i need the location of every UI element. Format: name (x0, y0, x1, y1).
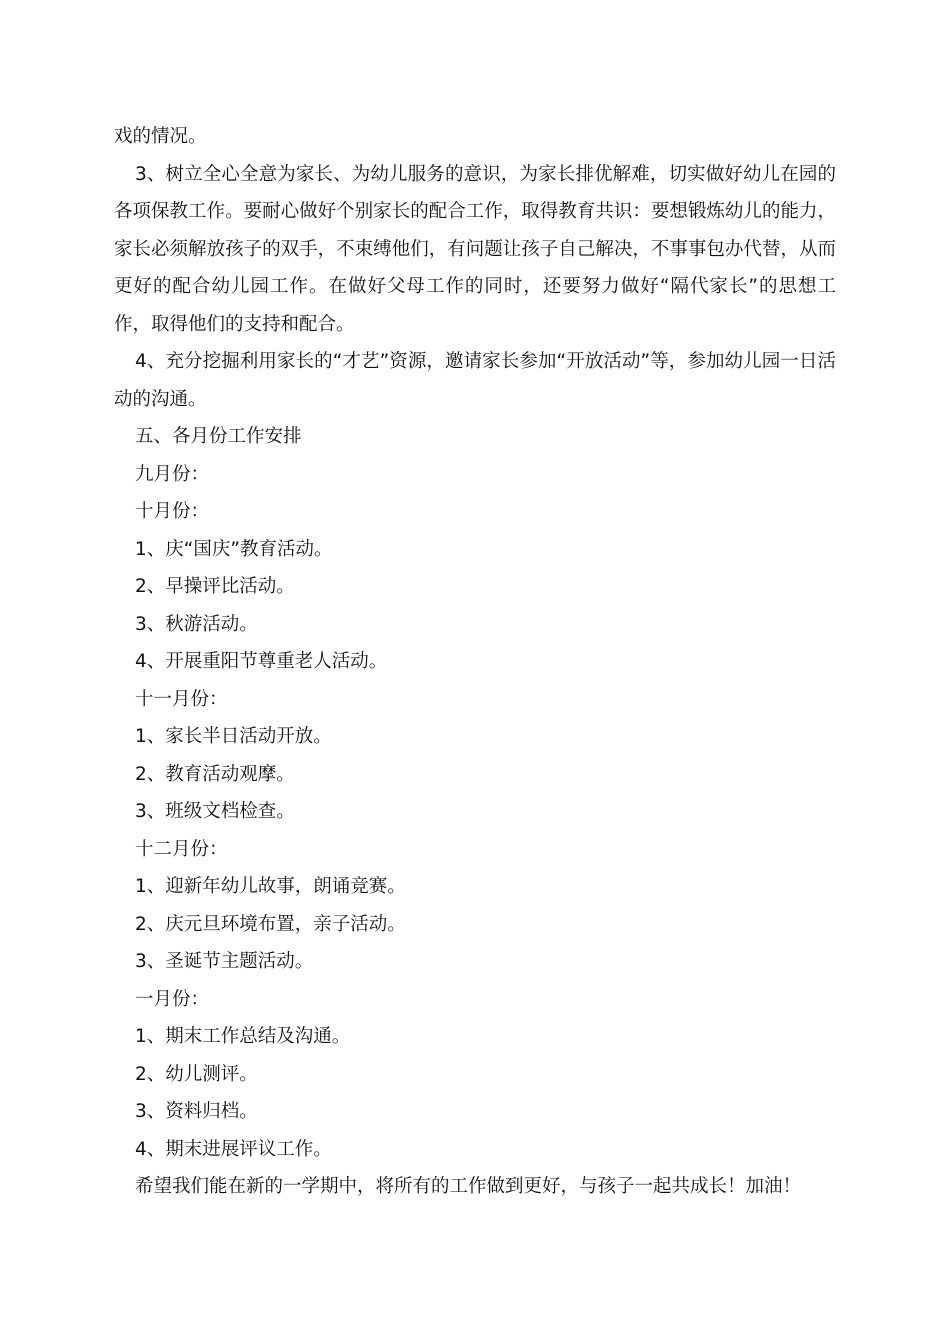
month-heading-september: 九月份： (135, 463, 210, 485)
month-heading-january: 一月份： (135, 988, 210, 1010)
paragraph-item-4: 4、充分挖掘利用家长的“才艺”资源，邀请家长参加“开放活动”等，参加幼儿园一日活动的沟通。 (114, 351, 836, 410)
list-item: 4、期末进展评议工作。 (135, 1138, 332, 1160)
list-item: 2、庆元旦环境布置，亲子活动。 (135, 913, 406, 935)
list-item: 2、幼儿测评。 (135, 1063, 258, 1085)
list-item: 3、资料归档。 (135, 1101, 258, 1122)
month-heading-december: 十二月份： (135, 838, 228, 860)
list-item: 3、秋游活动。 (135, 613, 258, 635)
paragraph-continuation: 戏的情况。 (114, 126, 207, 147)
list-item: 3、班级文档检查。 (135, 801, 295, 822)
list-item: 4、开展重阳节尊重老人活动。 (135, 651, 388, 672)
month-heading-october: 十月份： (135, 501, 210, 522)
closing-remark: 希望我们能在新的一学期中，将所有的工作做到更好，与孩子一起共成长！加油！ (135, 1176, 802, 1197)
section-heading-monthly-plan: 五、各月份工作安排 (135, 426, 302, 447)
document-body (114, 118, 836, 1206)
list-item: 1、迎新年幼儿故事，朗诵竞赛。 (135, 876, 406, 897)
list-item: 1、家长半日活动开放。 (135, 726, 332, 747)
list-item: 1、期末工作总结及沟通。 (135, 1026, 351, 1047)
list-item: 2、教育活动观摩。 (135, 763, 295, 785)
list-item: 2、早操评比活动。 (135, 576, 295, 597)
paragraph-item-3: 3、树立全心全意为家长、为幼儿服务的意识，为家长排优解难，切实做好幼儿在园的各项保教工作。要耐心做好个别家长的配合工作，取得教育共识：要想锻炼幼儿的能力，家长必须解放孩子的双手，不束缚他们，有问题让孩子自己解决，不事事包办代替，从而更好的配合幼儿园工作。在做好父母工作的同时，还要努力做好“隔代家长”的思想工作，取得他们的支持和配合。 (114, 163, 836, 335)
list-item: 1、庆“国庆”教育活动。 (135, 538, 333, 560)
list-item: 3、圣诞节主题活动。 (135, 951, 314, 972)
month-heading-november: 十一月份： (135, 688, 228, 710)
